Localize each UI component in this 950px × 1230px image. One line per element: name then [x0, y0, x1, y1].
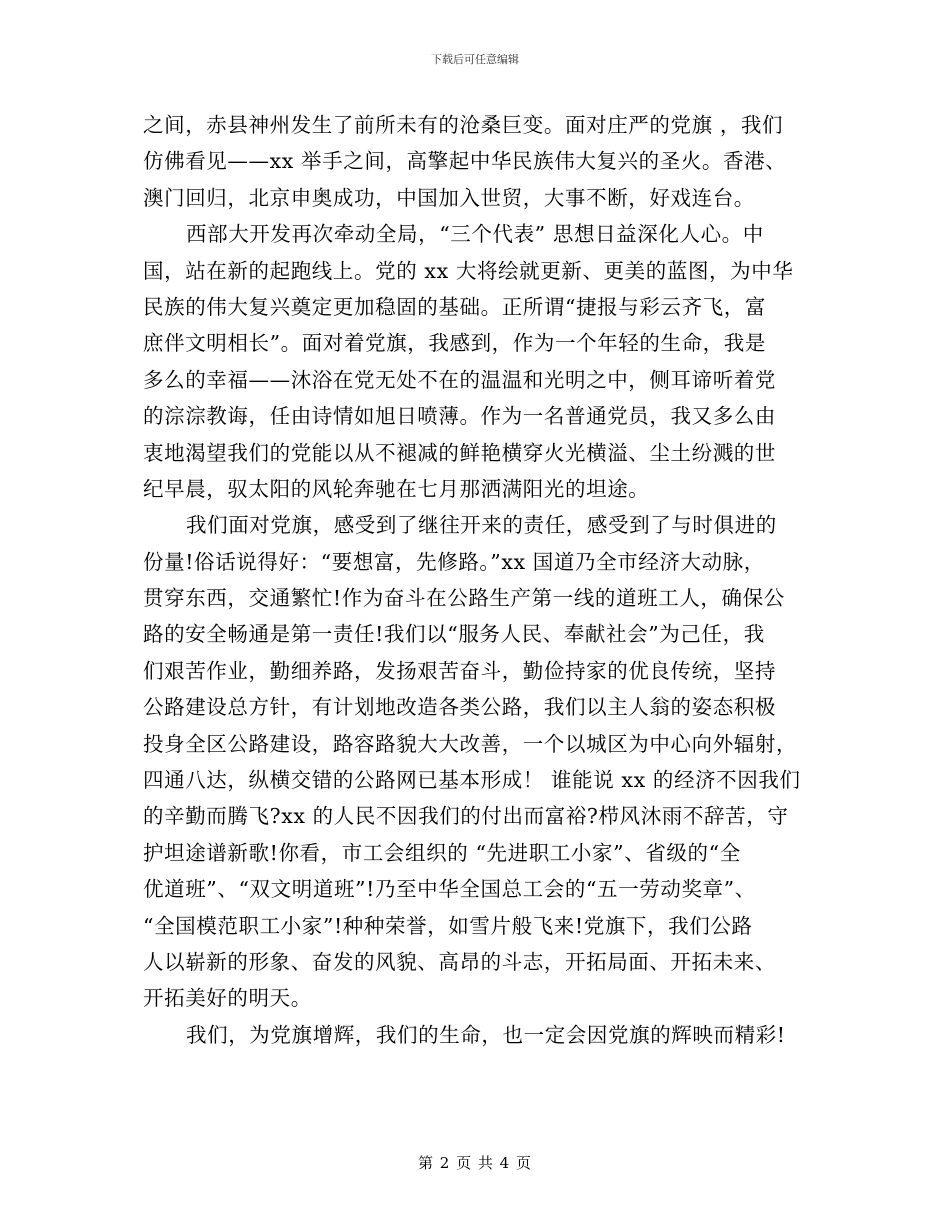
- paragraph-start-line: 我们，为党旗增辉，我们的生命，也一定会因党旗的辉映而精彩!: [186, 1022, 786, 1047]
- text-line: 份量!俗话说得好：“要想富，先修路。”xx 国道乃全市经济大动脉，: [143, 549, 765, 574]
- text-line: 仿佛看见——xx 举手之间，高擎起中华民族伟大复兴的圣火。香港、: [143, 149, 787, 174]
- text-line: 公路建设总方针，有计划地改造各类公路，我们以主人翁的姿态积极: [143, 695, 776, 720]
- text-line: 护坦途谱新歌!你看，市工会组织的 “先进职工小家”、省级的“全: [143, 840, 741, 865]
- text-line: 投身全区公路建设，路容路貌大大改善，一个以城区为中心向外辐射，: [143, 731, 798, 756]
- text-line: 路的安全畅通是第一责任!我们以“服务人民、奉献社会”为己任，我: [143, 622, 765, 647]
- text-line: 优道班”、“双文明道班”!乃至中华全国总工会的“五一劳动奖章”、: [143, 877, 756, 902]
- text-line: 贯穿东西，交通繁忙!作为奋斗在公路生产第一线的道班工人，确保公: [143, 586, 785, 611]
- text-line: “全国模范职工小家”!种种荣誉，如雪片般飞来!党旗下，我们公路: [143, 913, 753, 938]
- text-line: 国，站在新的起跑线上。党的 xx 大将绘就更新、更美的蓝图，为中华: [143, 258, 794, 283]
- text-line: 衷地渴望我们的党能以从不褪减的鲜艳横穿火光横溢、尘土纷溅的世: [143, 440, 776, 465]
- text-line: 的淙淙教诲，任由诗情如旭日喷薄。作为一名普通党员，我又多么由: [143, 404, 776, 429]
- page-header-note: 下载后可任意编辑: [431, 53, 519, 66]
- paragraph-start-line: 西部大开发再次牵动全局，“三个代表” 思想日益深化人心。中: [186, 222, 764, 247]
- page-number-footer: 第 2 页 共 4 页: [418, 1154, 532, 1172]
- text-line: 人以崭新的形象、奋发的风貌、高昂的斗志，开拓局面、开拓未来、: [143, 949, 776, 974]
- text-line: 民族的伟大复兴奠定更加稳固的基础。正所谓“捷报与彩云齐飞，富: [143, 294, 766, 319]
- text-line: 庶伴文明相长”。面对着党旗，我感到，作为一个年轻的生命，我是: [143, 331, 766, 356]
- text-line: 之间，赤县神州发生了前所未有的沧桑巨变。面对庄严的党旗 ，我们: [143, 113, 784, 137]
- text-line: 四通八达，纵横交错的公路网已基本形成！ 谁能说 xx 的经济不因我们: [143, 768, 801, 793]
- text-line: 纪早晨，驭太阳的风轮奔驰在七月那洒满阳光的坦途。: [143, 476, 650, 501]
- text-line: 的辛勤而腾飞?xx 的人民不因我们的付出而富裕?栉风沐雨不辞苦，守: [143, 804, 789, 829]
- text-line: 多么的幸福——沐浴在党无处不在的温温和光明之中，侧耳谛听着党: [143, 367, 776, 392]
- paragraph-start-line: 我们面对党旗，感受到了继往开来的责任，感受到了与时俱进的: [186, 513, 777, 538]
- text-line: 开拓美好的明天。: [143, 986, 312, 1011]
- document-body: [143, 107, 823, 1053]
- text-line: 澳门回归，北京申奥成功，中国加入世贸，大事不断，好戏连台。: [143, 185, 755, 210]
- text-line: 们艰苦作业，勤细养路，发扬艰苦奋斗，勤俭持家的优良传统，坚持: [143, 658, 776, 683]
